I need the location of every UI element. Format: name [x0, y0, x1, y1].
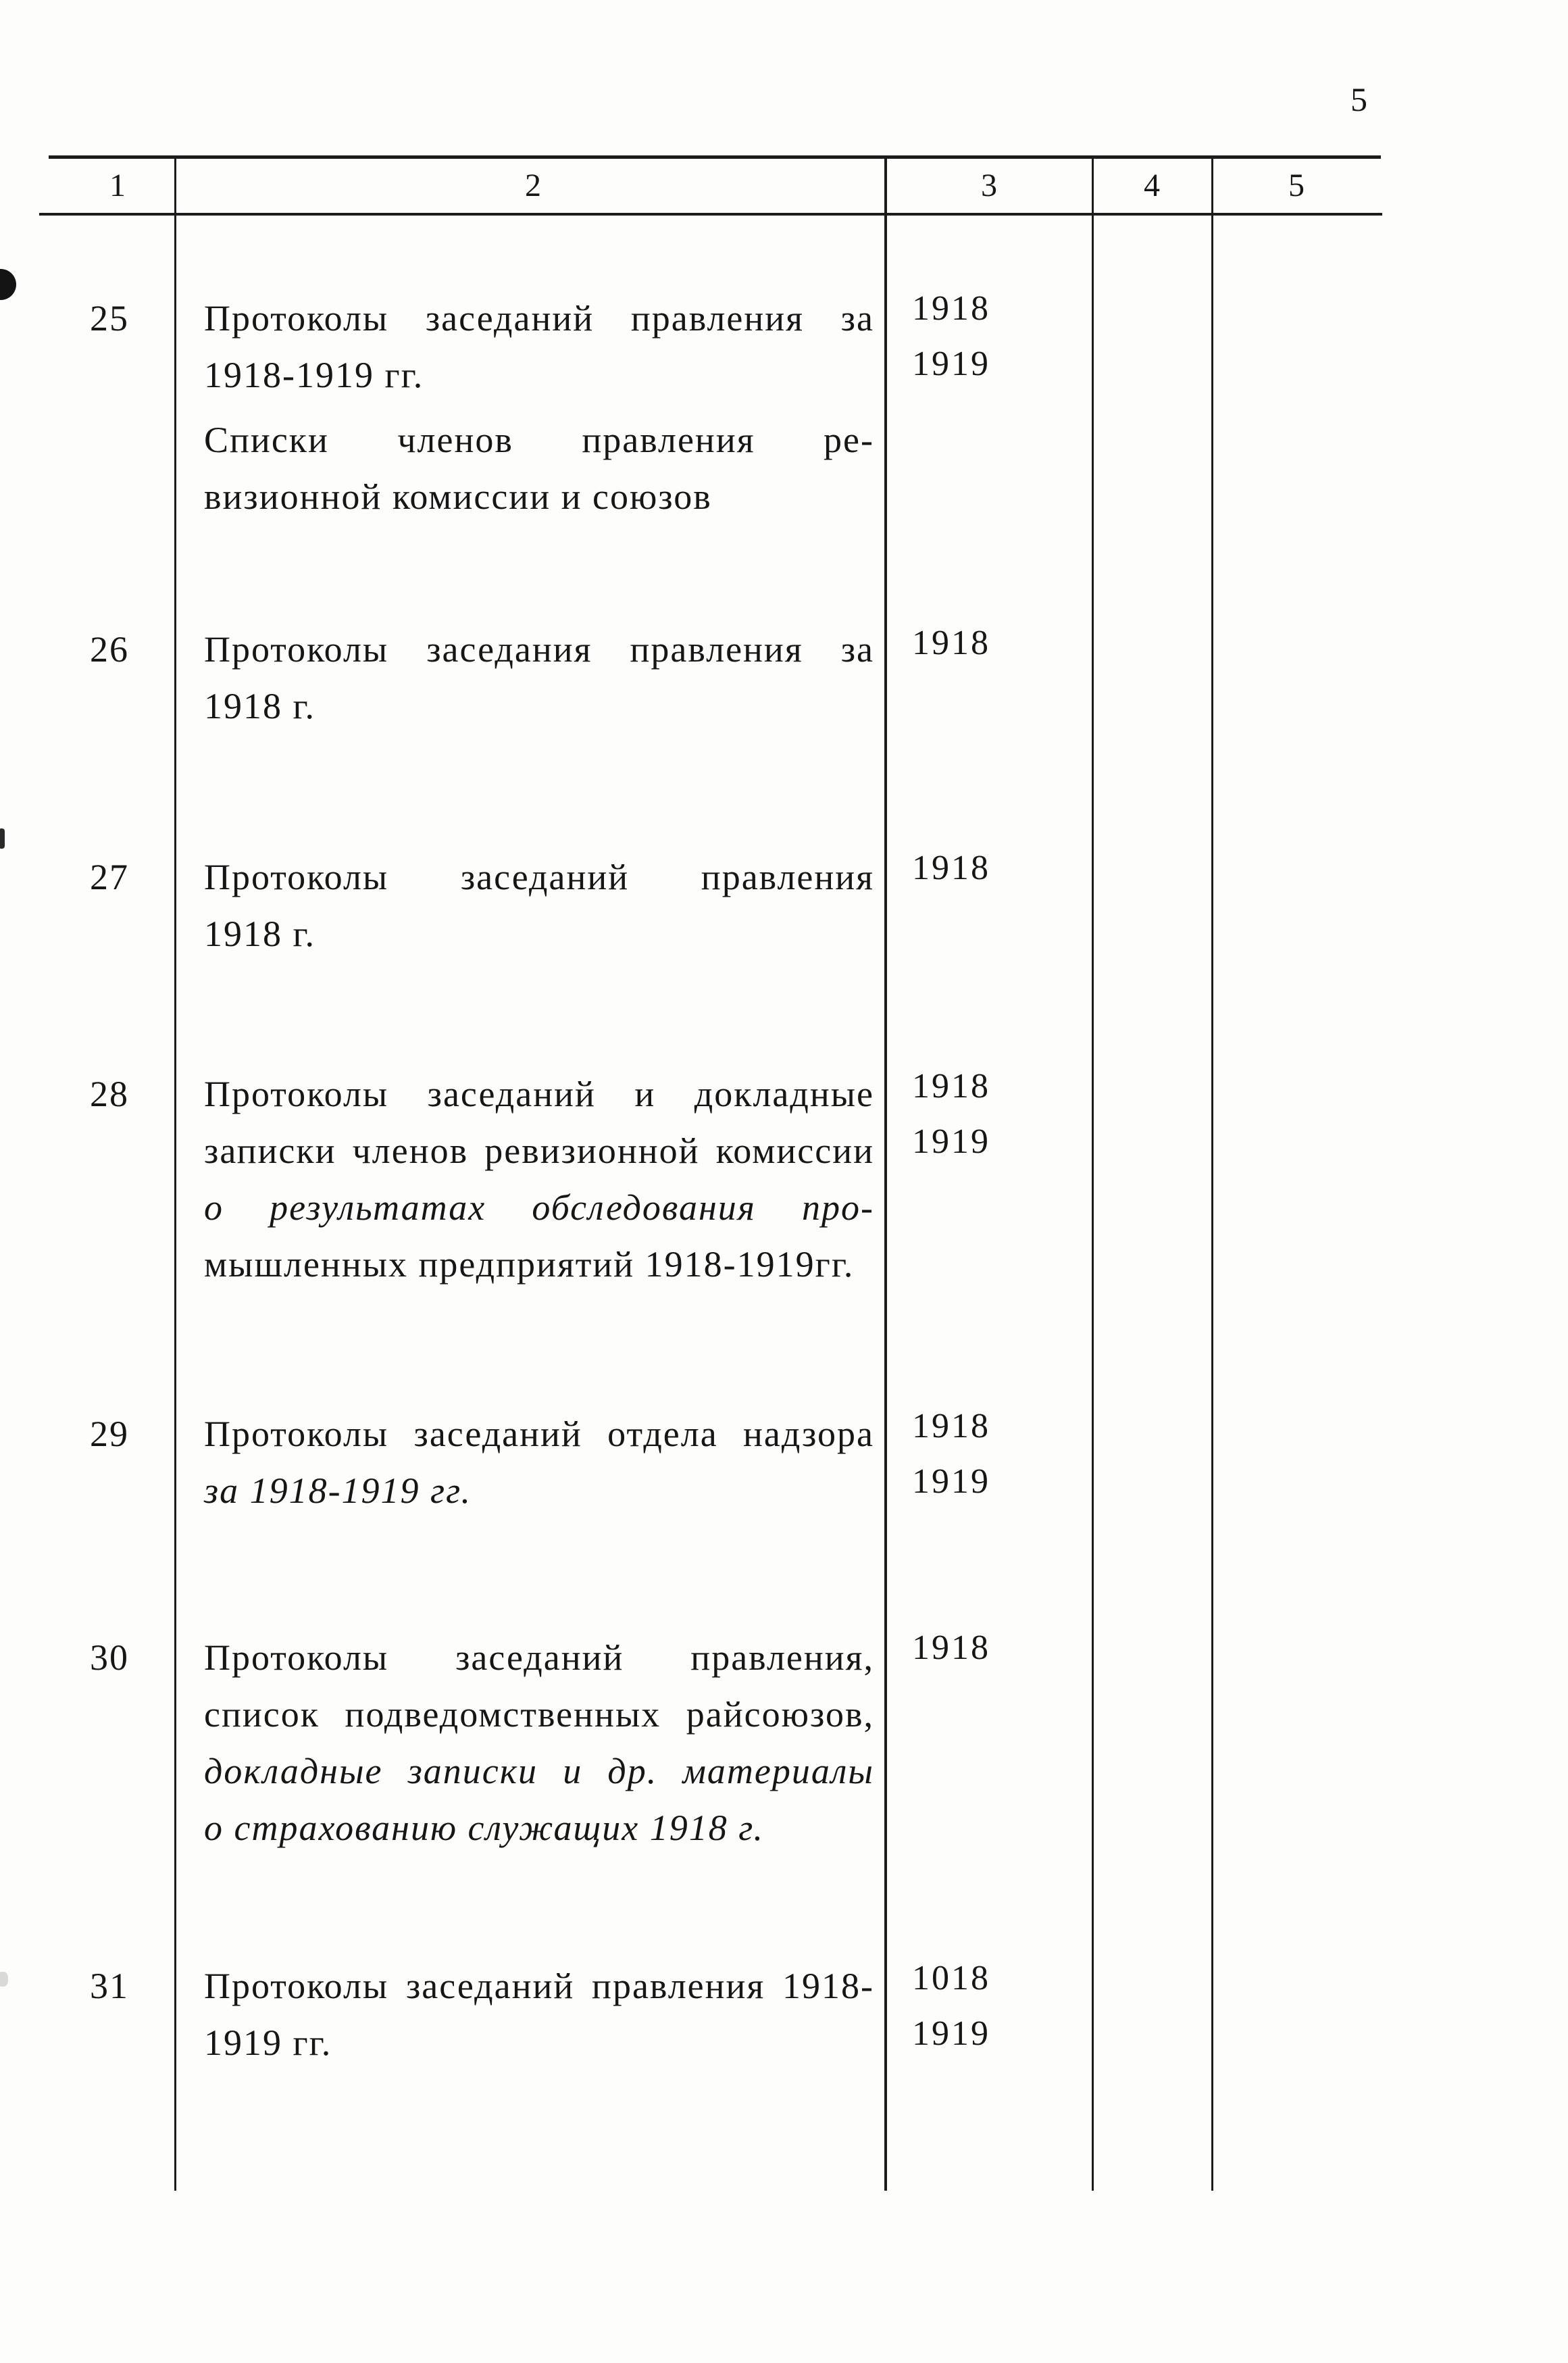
table-column-divider-1	[174, 155, 176, 2191]
description-line: список подведомственных райсоюзов,	[204, 1694, 874, 1735]
description-line: докладные записки и др. материалы	[204, 1751, 874, 1791]
row-number: 26	[90, 629, 129, 670]
description-line: Протоколы заседаний правления за	[204, 298, 874, 339]
description-line: за 1918-1919 гг.	[204, 1470, 472, 1511]
description-line: записки членов ревизионной комиссии	[204, 1130, 874, 1171]
description-line: Протоколы заседаний правления	[204, 857, 874, 897]
row-years	[912, 1407, 1061, 1518]
row-years	[912, 1628, 1061, 1684]
row-number: 28	[90, 1074, 129, 1114]
column-header-1: 1	[109, 168, 127, 203]
description-line: о результатах обследования про-	[204, 1187, 874, 1228]
description-line: Протоколы заседаний и докладные	[204, 1074, 874, 1114]
row-number: 27	[90, 857, 129, 897]
description-line: Протоколы заседаний правления 1918-	[204, 1966, 874, 2006]
description-line: Протоколы заседания правления за	[204, 629, 874, 670]
year-value: 1018	[912, 1959, 990, 1997]
table-column-divider-2	[884, 155, 887, 2191]
table-column-divider-4	[1211, 155, 1213, 2191]
scan-artifact-speck	[0, 1972, 8, 1987]
column-header-4: 4	[1144, 168, 1161, 203]
table-column-divider-3	[1092, 155, 1094, 2191]
description-line: о страхованию служащих 1918 г.	[204, 1808, 765, 1848]
row-years	[912, 624, 1061, 679]
table-header-top-border	[49, 155, 1381, 159]
year-value: 1919	[912, 345, 990, 383]
row-years	[912, 849, 1061, 904]
year-value: 1919	[912, 2014, 990, 2053]
description-line: 1918-1919 гг.	[204, 355, 424, 395]
description-line: Протоколы заседаний правления,	[204, 1637, 874, 1678]
row-years	[912, 1959, 1061, 2070]
row-number: 30	[90, 1637, 129, 1678]
row-number: 31	[90, 1966, 129, 2006]
scan-artifact-blob	[0, 269, 16, 300]
row-description	[204, 629, 874, 743]
row-number: 25	[90, 298, 129, 339]
year-value: 1919	[912, 1122, 990, 1161]
year-value: 1918	[912, 624, 990, 662]
row-description	[204, 1966, 874, 2079]
description-line: визионной комиссии и союзов	[204, 476, 712, 517]
year-value: 1919	[912, 1462, 990, 1501]
year-value: 1918	[912, 1628, 990, 1667]
year-value: 1918	[912, 849, 990, 887]
row-description	[204, 857, 874, 970]
page-number: 5	[1350, 80, 1368, 118]
row-description	[204, 298, 874, 533]
year-value: 1918	[912, 1067, 990, 1105]
column-header-5: 5	[1288, 168, 1306, 203]
scan-artifact-tick	[0, 828, 5, 849]
year-value: 1918	[912, 1407, 990, 1445]
row-number: 29	[90, 1414, 129, 1454]
row-years	[912, 1067, 1061, 1178]
description-line: 1918 г.	[204, 686, 316, 726]
row-description	[204, 1637, 874, 1864]
table-header-bottom-border	[39, 213, 1382, 216]
description-line: 1919 гг.	[204, 2022, 332, 2063]
column-header-2: 2	[525, 168, 542, 203]
year-value: 1918	[912, 289, 990, 328]
row-description	[204, 1074, 874, 1301]
description-line: 1918 г.	[204, 914, 316, 954]
description-line: мышленных предприятий 1918-1919гг.	[204, 1244, 855, 1285]
row-description	[204, 1414, 874, 1527]
description-line: Списки членов правления ре-	[204, 420, 874, 460]
description-line: Протоколы заседаний отдела надзора	[204, 1414, 874, 1454]
column-header-3: 3	[981, 168, 998, 203]
row-years	[912, 289, 1061, 400]
